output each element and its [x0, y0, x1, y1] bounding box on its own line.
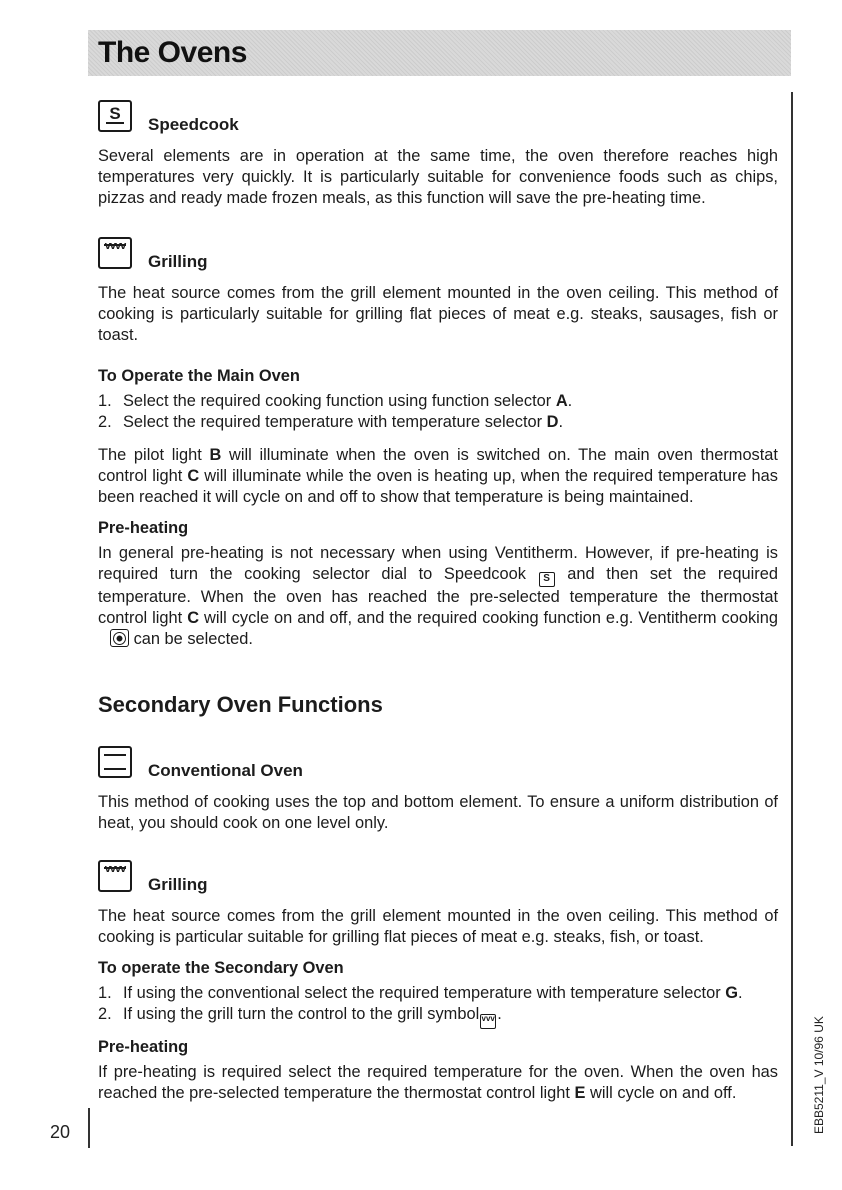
operate-secondary-steps: [98, 983, 778, 1029]
grill-icon: vvv: [480, 1014, 496, 1029]
secondary-grilling-text: The heat source comes from the grill element mounted in the oven ceiling. This method of cooking is particular suitable for grilling flat pieces of meat e.g. steaks, fish, or toast.: [98, 907, 778, 946]
conventional-text: This method of cooking uses the top and bottom element. To ensure a uniform distribution of heat, you should cook on one level only.: [98, 793, 778, 832]
secondary-grilling-heading: [98, 856, 778, 892]
grill-icon: vvvv: [98, 237, 132, 269]
speedcook-icon: S: [98, 100, 132, 132]
operate-main-steps: [98, 391, 778, 433]
grilling-title: Grilling: [148, 252, 208, 271]
preheat-secondary-heading: Pre-heating: [98, 1038, 189, 1056]
document-code: EBB5211_V 10/96 UK: [812, 1016, 826, 1134]
preheat-secondary-text: If pre-heating is required select the required temperature for the oven. When the oven has reached the pre-selected temperature the thermostat control light E will cycle on and off.: [98, 1063, 778, 1102]
pilot-light-paragraph: The pilot light B will illuminate when the oven is switched on. The main oven thermostat control light C will illuminate while the oven is heating up, when the required temperature has been reached it will cycle on and off to show that temperature is being maintained.: [98, 446, 778, 506]
list-item: 1. Select the required cooking function using function selector A.: [98, 392, 573, 410]
secondary-section-title: Secondary Oven Functions: [98, 692, 383, 717]
speedcook-text: Several elements are in operation at the same time, the oven therefore reaches high temperatures very quickly. It is particularly suitable for convenience foods such as chips, pizzas and ready made frozen meals, as this function will save the pre-heating time.: [98, 147, 778, 207]
left-margin-rule: [88, 1108, 90, 1148]
ventitherm-fan-icon: [110, 629, 129, 647]
secondary-grilling-title: Grilling: [148, 875, 208, 894]
operate-secondary-heading: To operate the Secondary Oven: [98, 959, 344, 977]
page-number: 20: [50, 1122, 71, 1142]
speedcook-icon: S: [539, 572, 555, 587]
preheat-main-text: In general pre-heating is not necessary when using Ventitherm. However, if pre-heating is required turn the cooking selector dial to Speedcook S and then set the required temperature. When the oven has reached the pre-selected temperature the thermostat control light C will cycle on and off, and the required cooking function e.g. Ventitherm cooking can be selected.: [98, 544, 779, 648]
speedcook-heading: [98, 96, 778, 132]
list-item: 1. If using the conventional select the required temperature with temperature selector G.: [98, 984, 743, 1002]
grilling-heading: [98, 233, 778, 269]
list-item: 2. If using the grill turn the control to the grill symbol vvv .: [98, 1004, 778, 1029]
grill-icon: vvvv: [98, 860, 132, 892]
speedcook-title: Speedcook: [148, 115, 239, 134]
page-title-bar: [88, 30, 791, 76]
page-title: The Ovens: [98, 36, 247, 69]
grilling-text: The heat source comes from the grill element mounted in the oven ceiling. This method of cooking is particularly suitable for grilling flat pieces of meat e.g. steaks, sausages, fish or toast.: [98, 284, 778, 344]
main-content: [98, 96, 778, 1104]
conventional-title: Conventional Oven: [148, 761, 303, 780]
operate-main-heading: To Operate the Main Oven: [98, 367, 300, 385]
preheat-main-heading: Pre-heating: [98, 519, 189, 537]
conventional-heading: [98, 742, 778, 778]
conventional-oven-icon: [98, 746, 132, 778]
list-item: 2. Select the required temperature with temperature selector D.: [98, 413, 564, 431]
right-margin-rule: [791, 92, 793, 1146]
